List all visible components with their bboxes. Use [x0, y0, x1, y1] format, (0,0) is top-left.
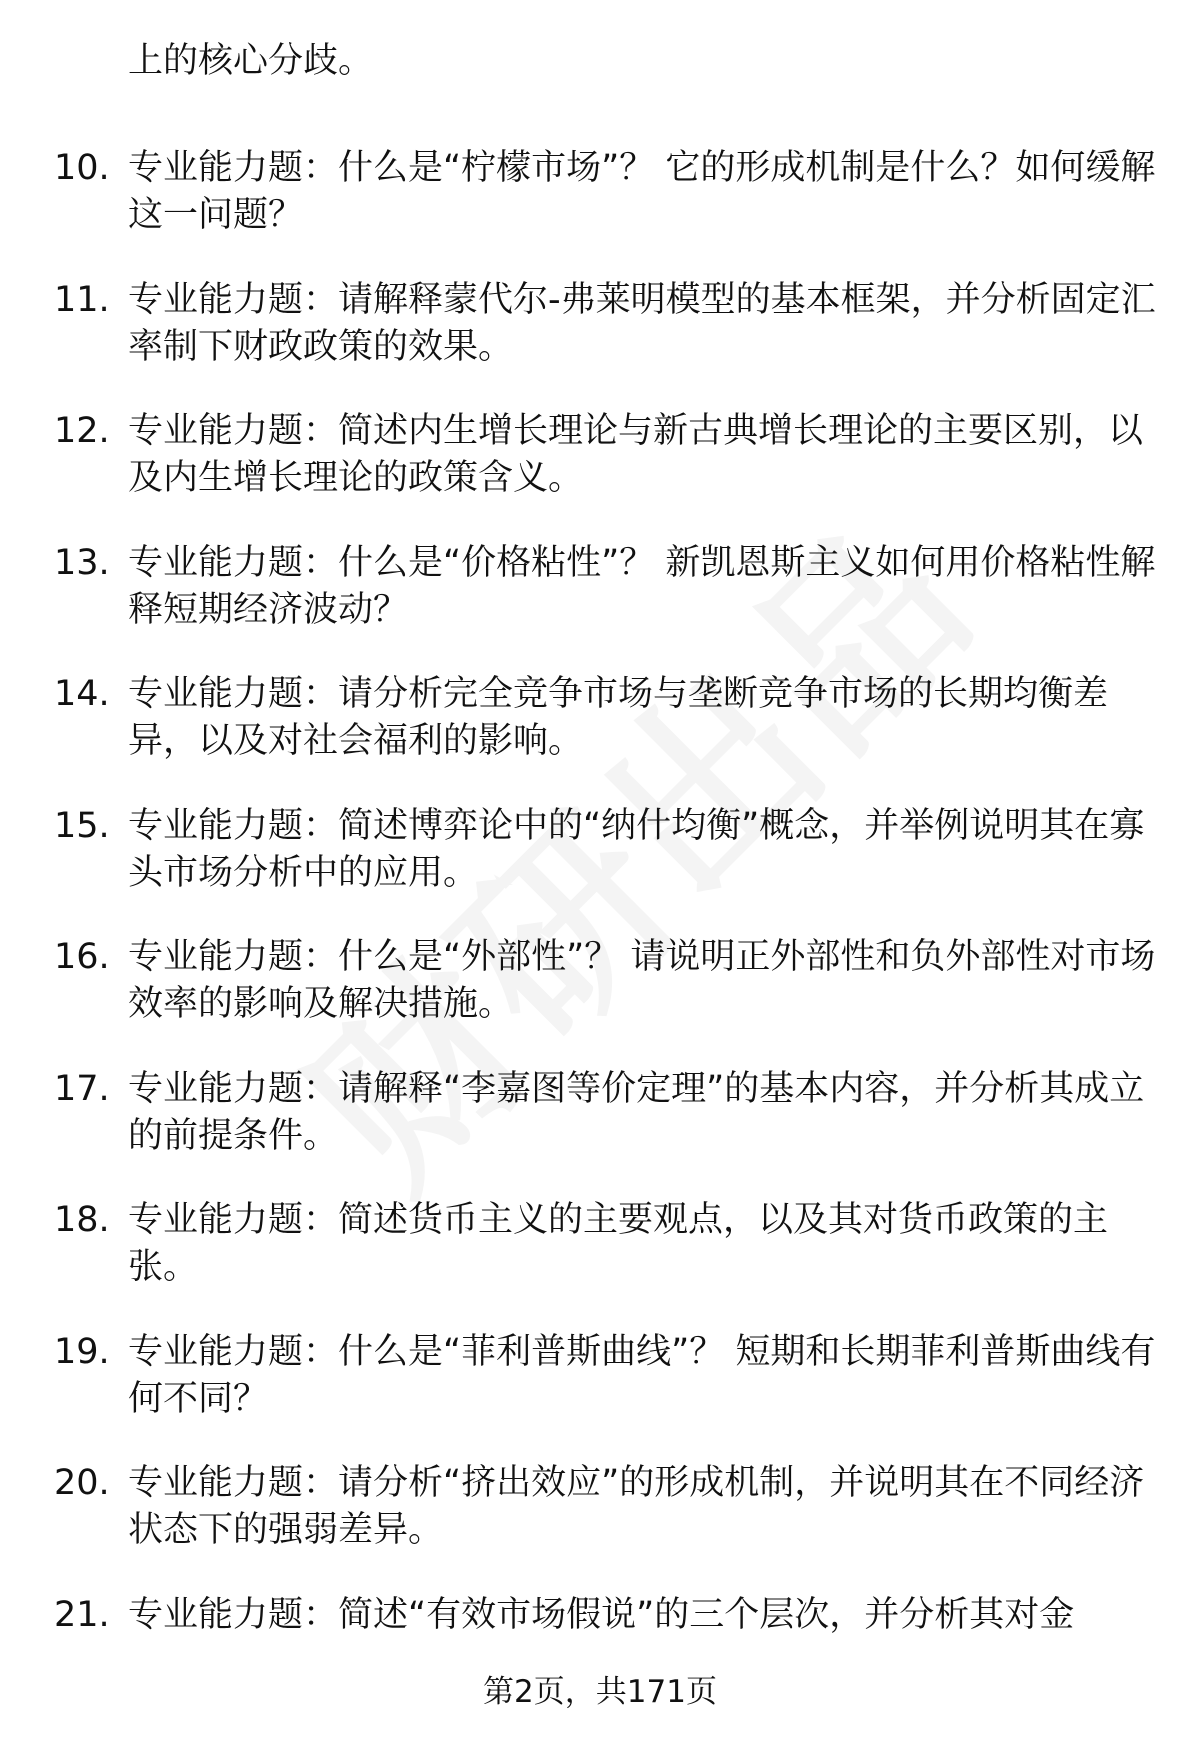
- question-item: [0, 383, 1200, 515]
- question-number: 13.: [54, 542, 110, 583]
- question-text: 专业能力题：什么是“外部性”？ 请说明正外部性和负外部性对市场效率的影响及解决措施。: [128, 937, 1156, 1024]
- question-number: 18.: [54, 1200, 110, 1240]
- page-footer: 第2页，共171页: [483, 1674, 717, 1710]
- question-number: 16.: [54, 937, 110, 977]
- question-text: 专业能力题：什么是“菲利普斯曲线”？ 短期和长期菲利普斯曲线有何不同？: [128, 1331, 1156, 1419]
- question-list: [0, 120, 1200, 1698]
- question-number: 20.: [54, 1463, 110, 1503]
- question-item: [0, 252, 1200, 384]
- question-item: [0, 1435, 1200, 1567]
- question-number: 15.: [54, 805, 110, 846]
- question-text: 专业能力题：简述博弈论中的“纳什均衡”概念，并举例说明其在寡头市场分析中的应用。: [128, 805, 1145, 893]
- question-text: 专业能力题：什么是“柠檬市场”？ 它的形成机制是什么？如何缓解这一问题？: [128, 148, 1156, 235]
- question-item: [0, 1304, 1200, 1436]
- question-item: [0, 515, 1200, 647]
- question-text: 专业能力题：请解释蒙代尔-弗莱明模型的基本框架，并分析固定汇率制下财政政策的效果。: [128, 279, 1156, 367]
- question-item: [0, 1172, 1200, 1304]
- question-text: 专业能力题：请分析完全竞争市场与垄断竞争市场的长期均衡差异，以及对社会福利的影响。: [128, 674, 1109, 761]
- question-number: 14.: [54, 674, 110, 714]
- question-item: [0, 120, 1200, 252]
- question-text: 专业能力题：请分析“挤出效应”的形成机制，并说明其在不同经济状态下的强弱差异。: [128, 1463, 1145, 1550]
- question-number: 17.: [54, 1068, 110, 1109]
- question-text: 专业能力题：什么是“价格粘性”？ 新凯恩斯主义如何用价格粘性解释短期经济波动？: [128, 542, 1156, 630]
- question-number: 21.: [54, 1594, 110, 1635]
- question-text: 专业能力题：简述内生增长理论与新古典增长理论的主要区别，以及内生增长理论的政策含义。: [128, 411, 1144, 498]
- continuation-text: 上的核心分歧。: [128, 41, 374, 81]
- question-number: 19.: [54, 1331, 110, 1372]
- question-number: 10.: [54, 148, 110, 188]
- question-text: 专业能力题：简述“有效市场假说”的三个层次，并分析其对金: [128, 1594, 1075, 1635]
- question-number: 12.: [54, 411, 110, 451]
- question-item: [0, 778, 1200, 910]
- question-item: [0, 1041, 1200, 1173]
- question-number: 11.: [54, 279, 110, 320]
- question-text: 专业能力题：请解释“李嘉图等价定理”的基本内容，并分析其成立的前提条件。: [128, 1068, 1145, 1156]
- question-item: [0, 909, 1200, 1041]
- question-text: 专业能力题：简述货币主义的主要观点，以及其对货币政策的主张。: [128, 1200, 1109, 1287]
- question-item: [0, 646, 1200, 778]
